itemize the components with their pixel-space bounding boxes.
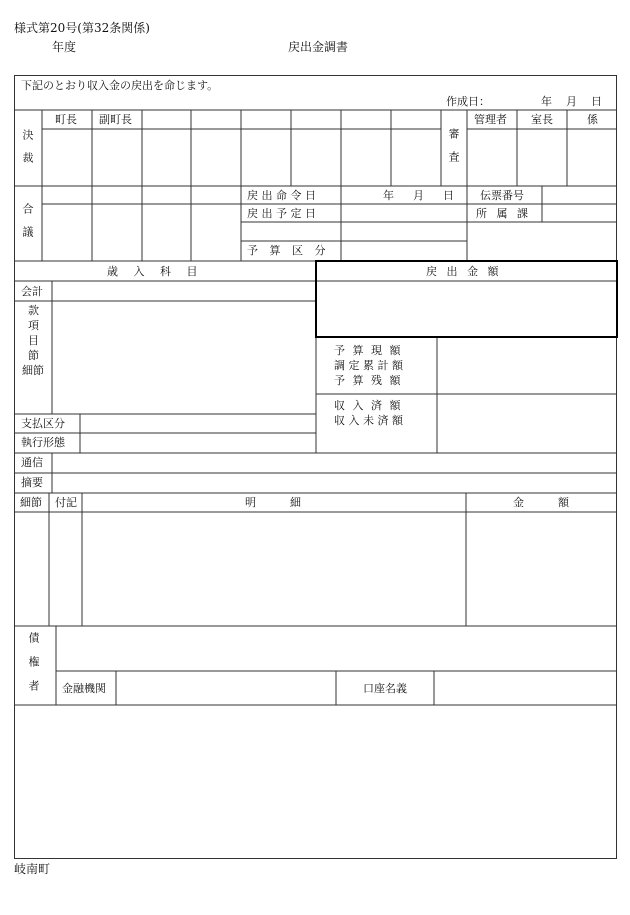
receipt-received: 収 入 済 額 bbox=[334, 399, 403, 412]
page-title: 戻出金調書 bbox=[288, 40, 349, 54]
office-chief-label: 室長 bbox=[531, 113, 553, 126]
voucher-number-label: 伝票番号 bbox=[480, 189, 524, 202]
creation-date-label: 作成日： bbox=[446, 95, 490, 108]
budget-class-label: 予 算 区 分 bbox=[247, 244, 330, 257]
budget-remaining: 予 算 残 額 bbox=[334, 374, 403, 387]
budget-current: 予 算 現 額 bbox=[334, 344, 403, 357]
deputy-mayor-label: 副町長 bbox=[99, 113, 132, 126]
detail-fuki-header: 付記 bbox=[55, 496, 77, 509]
class-kou: 項 bbox=[28, 319, 39, 332]
class-setsu: 節 bbox=[28, 349, 39, 362]
order-date-label: 戻 出 命 令 日 bbox=[247, 189, 316, 202]
shinsa-label: 審査 bbox=[447, 128, 460, 174]
fiscal-year-label: 年度 bbox=[52, 40, 77, 54]
class-saisetsu: 細節 bbox=[22, 364, 44, 377]
payment-class-label: 支払区分 bbox=[21, 417, 65, 430]
town-mayor-label: 町長 bbox=[55, 113, 77, 126]
refund-amount-header: 戻 出 金 額 bbox=[426, 265, 502, 278]
staff-label: 係 bbox=[587, 113, 598, 126]
creation-month: 月 bbox=[566, 95, 577, 108]
goyi-label: 合議 bbox=[21, 203, 34, 249]
creation-year: 年 bbox=[541, 95, 552, 108]
creditor-label: 債権者 bbox=[27, 632, 40, 704]
creation-day: 日 bbox=[591, 95, 602, 108]
instruction-text: 下記のとおり収入金の戻出を命じます。 bbox=[21, 79, 219, 92]
communication-label: 通信 bbox=[21, 456, 43, 469]
class-moku: 目 bbox=[28, 334, 39, 347]
account-name-label: 口座名義 bbox=[363, 682, 407, 695]
form-number: 様式第20号(第32条関係) bbox=[14, 21, 150, 35]
kessai-label: 決裁 bbox=[21, 129, 34, 175]
revenue-items-header: 歳 入 科 目 bbox=[107, 265, 204, 278]
detail-kingaku-header: 金 額 bbox=[513, 496, 573, 509]
execution-form-label: 執行形態 bbox=[21, 436, 65, 449]
planned-date-label: 戻 出 予 定 日 bbox=[247, 207, 316, 220]
class-kan: 款 bbox=[28, 304, 39, 317]
accounting-label: 会計 bbox=[21, 285, 43, 298]
order-date-value: 年 月 日 bbox=[383, 189, 458, 202]
summary-label: 摘要 bbox=[21, 476, 43, 489]
manager-label: 管理者 bbox=[474, 113, 507, 126]
budget-cumulative: 調 定 累 計 額 bbox=[334, 359, 403, 372]
municipality-name: 岐南町 bbox=[14, 862, 51, 876]
department-label: 所 属 課 bbox=[476, 207, 531, 220]
bank-label: 金融機関 bbox=[62, 682, 106, 695]
receipt-unreceived: 収 入 未 済 額 bbox=[334, 414, 403, 427]
detail-meisai-header: 明 細 bbox=[245, 496, 305, 509]
detail-saisetsu-header: 細節 bbox=[20, 496, 42, 509]
